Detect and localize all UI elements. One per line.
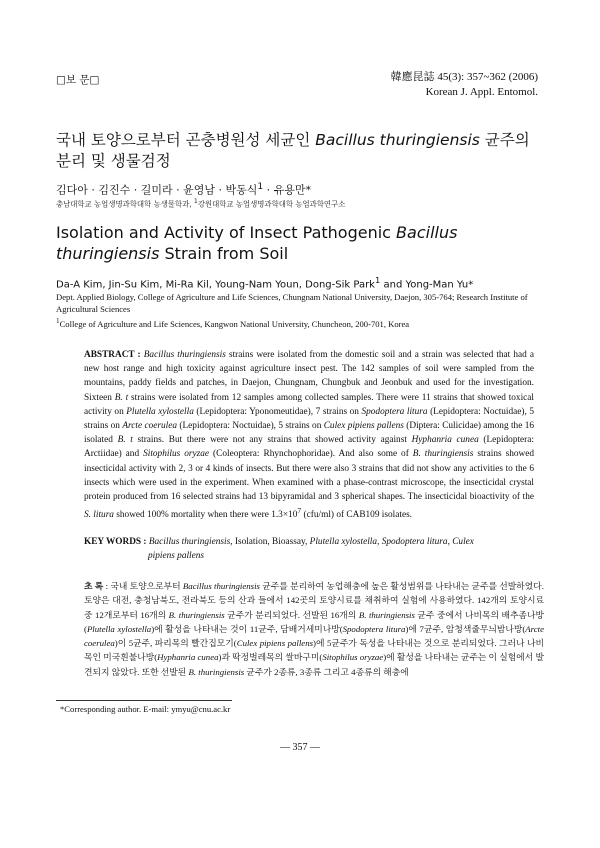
keywords-line2: pipiens pallens bbox=[148, 551, 205, 561]
corresponding-author-footnote: *Corresponding author. E-mail: ymyu@cnu.ac.kr bbox=[60, 704, 231, 714]
keywords-label: KEY WORDS : bbox=[84, 537, 147, 547]
english-authors: Da-A Kim, Jin-Su Kim, Mi-Ra Kil, Young-Nam Youn, Dong-Sik Park$^1$ and Yong-Man Yu* bbox=[56, 275, 474, 291]
journal-citation-korean: 韓應昆誌 45(3): 357~362 (2006) bbox=[390, 71, 538, 83]
english-title: Isolation and Activity of Insect Pathogenic Bacillus thuringiensis Strain from Soil bbox=[56, 223, 458, 263]
affiliation-second: $^1$College of Agriculture and Life Sciences, Kangwon National University, Chuncheon, 200-701, Korea bbox=[56, 317, 410, 329]
footnote-divider bbox=[56, 700, 232, 701]
keywords-line1: KEY WORDS : Bacillus thuringiensis, Isolation, Bioassay, Plutella xylostella, Spodoptera litura, Culex bbox=[84, 537, 474, 547]
keywords bbox=[84, 535, 534, 563]
korean-authors: 김다아 · 김진수 · 길미라 · 윤영남 · 박동식$^1$ · 유용만* bbox=[56, 181, 312, 197]
korean-abstract-label: 초 록 bbox=[84, 581, 104, 591]
journal-name: Korean J. Appl. Entomol. bbox=[425, 86, 538, 98]
affiliations bbox=[56, 291, 546, 330]
korean-affiliation: 충남대학교 농업생명과학대학 농생물학과, $^1$강원대학교 농업생명과학대학 농업과학연구소 bbox=[56, 198, 346, 209]
korean-title: 국내 토양으로부터 곤충병원성 세균인 Bacillus thuringiensis 균주의 분리 및 생물검정 bbox=[56, 131, 530, 170]
abstract-label: ABSTRACT : bbox=[84, 350, 141, 360]
affiliation-main: Dept. Applied Biology, College of Agriculture and Life Sciences, Chungnam National University, Daejon, 305-764; Research Institute of Agricultural Sciences bbox=[56, 292, 528, 314]
korean-abstract: 초 록 : 국내 토양으로부터 Bacillus thuringiensis 균주를 분리하여 농업해충에 높은 활성범위를 나타내는 균주를 선발하였다. 토양은 대전, 충청남북도, 전라북도 등의 산과 들에서 142곳의 토양시료를 채취하여 실험에 사용하였다. 142개의 토양시료 중 12개로부터 16개의 B. thuringiensis 균주가 분리되었다. 선발된 16개의 B. thuringiensis 균주 중에서 나비목의 배추좀나방(Plutella xylostella)에 활성을 나타내는 것이 11균주, 담배거세미나방(Spodoptera litura)에 7균주, 암청색줄무늬밤나방(Arcte coerulea)이 5균주, 파리목의 빨간집모기(Culex pipiens pallens)에 5균주가 독성을 나타내는 것으로 분리되었다. 그러나 나비목인 미국흰불나방(Hyphanria cunea)과 딱정벌레목의 쌀바구미(Sitophilus oryzae)에 활성을 나타내는 균주는 이 실험에서 발견되지 않았다. 또한 선발된 B. thuringiensis 균주가 2종류, 3종류 그리고 4종류의 해충에 bbox=[84, 581, 545, 677]
page-number: — 357 — bbox=[280, 742, 320, 753]
journal-citation bbox=[391, 70, 538, 100]
article-type-label: □보 문□ bbox=[56, 74, 100, 86]
abstract: ABSTRACT : Bacillus thuringiensis strains were isolated from the domestic soil and a strain was selected that had a new host range and high toxicity against agriculture insect pest. The 142 samples of soil were sampled from the mountains, paddy fields and patches, in Daejon, Chungnam, Chungbuk and Jeonbuk and used for the investigation. Sixteen B. t strains were isolated from 12 samples among collected samples. There were 11 strains that showed toxical activity on Plutella xylostella (Lepidoptera: Yponomeutidae), 7 strains on Spodoptera litura (Lepidoptera: Noctuidae), 5 strains on Arcte coerulea (Lepidoptera: Noctuidae), 5 strains on Culex pipiens pallens (Diptera: Culicidae) among the 16 isolated B. t strains. But there were not any strains that showed activity against Hyphanria cunea (Lepidoptera: Arctiidae) and Sitophilus oryzae (Coleoptera: Rhynchophoridae). And also some of B. thuringiensis strains showed insecticidal activity with 2, 3 or 4 kinds of insects. But there were also 3 strains that did not show any activities to the 6 insects which were used in the experiment. When examined with a phase-contrast microscope, the insecticidal crystal protein produced from 16 selected strains had 13 bipyramidal and 3 spherical shapes. The insecticidal bioactivity of the S. litura showed 100% mortality when there were $1.3\times 10^7$ (cfu/ml) of CAB109 isolates. bbox=[84, 350, 535, 521]
